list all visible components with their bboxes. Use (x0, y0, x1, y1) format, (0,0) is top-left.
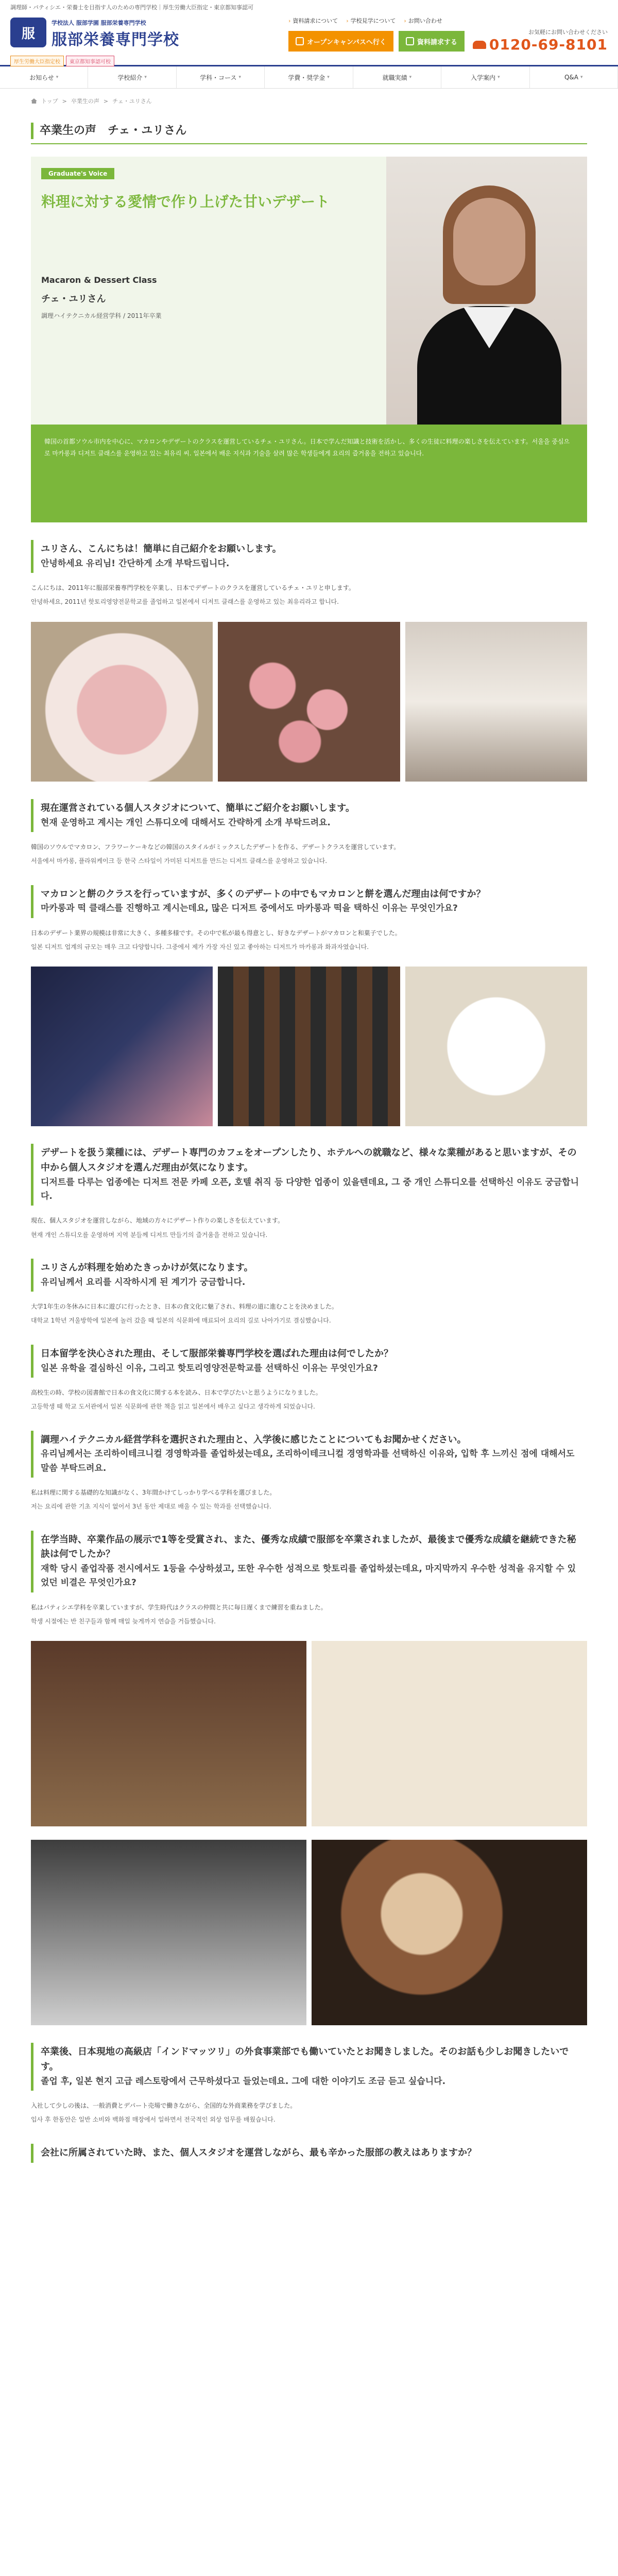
answer-ko: 일본 디저트 업계의 규모는 매우 크고 다양합니다. 그중에서 제가 가장 자신 있고 좋아하는 디저트가 마카롱과 화과자였습니다. (31, 943, 369, 951)
phone-contact[interactable] (473, 28, 608, 53)
qa-question (31, 1144, 587, 1206)
nav-item-courses[interactable]: 学科・コース ▾ (177, 66, 265, 88)
qa-question (31, 540, 587, 573)
photo-row-4 (31, 1840, 587, 2025)
dessert-plate-photo (405, 967, 587, 1126)
title-divider (31, 143, 587, 144)
answer-ko: 고등학생 때 학교 도서관에서 일본 식문화에 관한 책을 읽고 일본에서 배우고 싶다고 생각하게 되었습니다. (31, 1403, 315, 1411)
answer-ja: 私は料理に関する基礎的な知識がなく、3年間かけてしっかり学べる学科を選びました。 (31, 1488, 276, 1496)
question-ko: 유리님께서 요리를 시작하시게 된 계기가 궁금합니다. (41, 1277, 246, 1287)
qa-answer (31, 927, 587, 954)
qa-question (31, 1431, 587, 1478)
question-ko: 재학 당시 졸업작품 전시에서도 1등을 수상하셨고, 또한 우수한 성적으로 핫토리를 졸업하셨는데요, 마지막까지 우수한 성적을 유지할 수 있었던 비결은 무엇인가요? (41, 1564, 576, 1588)
question-ja: 卒業後、日本現地の高級店「インドマッツリ」の外食事業部でも働いていたとお聞きしました。そのお話も少しお聞きしたいです。 (41, 2046, 569, 2073)
question-ja: 調理ハイテクニカル経営学科を選択された理由と、入学後に感じたことについてもお聞かせください。 (41, 1434, 467, 1445)
phone-label: お気軽にお問い合わせください (528, 29, 608, 36)
breadcrumb-separator: > (103, 97, 109, 105)
nav-item-tuition[interactable]: 学費・奨学金 ▾ (265, 66, 353, 88)
phone-icon (473, 41, 486, 49)
main-content (31, 123, 587, 2163)
badge-ministry: 厚生労働大臣指定校 (10, 56, 64, 66)
graduation-info: 調理ハイテクニカル経営学科 / 2011年卒業 (41, 312, 162, 319)
hero-text-panel (31, 157, 386, 425)
question-ko: 졸업 후, 일본 현지 고급 레스토랑에서 근무하셨다고 들었는데요. 그에 대한 이야기도 조금 듣고 싶습니다. (41, 2076, 446, 2087)
question-ja: 現在運営されている個人スタジオについて、簡単にご紹介をお願いします。 (41, 802, 355, 814)
site-logo[interactable] (10, 13, 180, 54)
header-link-request[interactable]: › 資料請求について (288, 16, 338, 25)
answer-ko: 안녕하세요, 2011년 핫토리영양전문학교를 졸업하고 일본에서 디저트 클래스를 운영하고 있는 최유리라고 합니다. (31, 598, 339, 606)
qa-question (31, 1259, 587, 1292)
qa-section-4 (31, 1144, 587, 1241)
breadcrumb-separator: > (62, 97, 67, 105)
qa-answer (31, 1215, 587, 1241)
qa-question (31, 799, 587, 832)
question-ja: 日本留学を決心された理由、そして服部栄養専門学校を選ばれた理由は何でしたか？ (41, 1348, 393, 1359)
answer-ko: 저는 요리에 관한 기초 지식이 없어서 3년 동안 제대로 배울 수 있는 학과를 선택했습니다. (31, 1503, 271, 1511)
question-ko: 디저트를 다루는 업종에는 디저트 전문 카페 오픈, 호텔 취직 등 다양한 업종이 있을텐데요, 그 중 개인 스튜디오를 선택하신 이유도 궁금합니다. (41, 1177, 579, 1202)
breadcrumb-voices[interactable]: 卒業生の声 (71, 98, 99, 105)
answer-ja: 入社して少しの後は、一般消費とデパート売場で働きながら、全国的な外商業務を学びました。 (31, 2102, 297, 2110)
qa-question (31, 2144, 587, 2163)
answer-ja: 日本のデザート業界の規模は非常に大きく、多種多様です。その中で私が最も得意とし、好きなデザートがマカロンと和菓子でした。 (31, 929, 401, 937)
breadcrumb-home[interactable]: トップ (41, 98, 58, 105)
qa-section-8 (31, 1531, 587, 1628)
qa-question (31, 885, 587, 918)
answer-ja: こんにちは、2011年に服部栄養専門学校を卒業し、日本でデザートのクラスを運営しているチェ・ユリと申します。 (31, 584, 355, 591)
question-ko: 현재 운영하고 계시는 개인 스튜디오에 대해서도 간략하게 소개 부탁드려요. (41, 817, 331, 828)
home-icon[interactable] (31, 98, 37, 104)
qa-question (31, 1531, 587, 1592)
qa-answer (31, 841, 587, 868)
hero-catchphrase: 料理に対する愛情で作り上げた甘いデザート (41, 193, 330, 210)
newspaper-clipping-photo (312, 1641, 587, 1826)
hero-class-name: Macaron & Dessert Class (41, 275, 157, 285)
intro-summary: 韓国の首都ソウル市内を中心に、マカロンやデザートのクラスを運営しているチェ・ユリさん。日本で学んだ知識と技術を活かし、多くの生徒に料理の楽しさを伝えています。서울을 중심으로 마카롱과 디저트 클래스를 운영하고 있는 최유리 씨. 일본에서 배운 지식과 기술을 살려 많은 학생들에게 요리의 즐거움을 전하고 있습니다. (31, 425, 587, 522)
nav-item-qa[interactable]: Q&A ▾ (530, 66, 618, 88)
answer-ja: 高校生の時、学校の図書館で日本の食文化に関する本を読み、日本で学びたいと思うようになりました。 (31, 1388, 322, 1396)
qa-section-5 (31, 1259, 587, 1327)
qa-answer (31, 1387, 587, 1413)
nav-item-news[interactable]: お知らせ ▾ (0, 66, 88, 88)
answer-ja: 韓国のソウルでマカロン、フラワーケーキなどの韓国のスタイルがミックスしたデザートを作る、デザートクラスを運営しています。 (31, 843, 400, 851)
wagashi-photo (218, 967, 400, 1126)
qa-section-3 (31, 885, 587, 954)
document-icon (406, 37, 414, 45)
breadcrumb (0, 89, 618, 113)
header-links (288, 16, 442, 25)
badge-tokyo: 東京都知事認可校 (66, 56, 114, 66)
graduate-portrait-photo (386, 157, 587, 425)
phone-number: 0120-69-8101 (489, 36, 608, 53)
topbar (0, 0, 618, 13)
qa-section-9 (31, 2043, 587, 2126)
question-ko: 마카롱과 떡 클래스를 진행하고 계시는데요, 많은 디저트 중에서도 마카롱과 떡을 택하신 이유는 무엇인가요? (41, 903, 458, 914)
global-nav (0, 65, 618, 89)
nav-item-admission[interactable]: 入学案内 ▾ (441, 66, 529, 88)
photo-row-2 (31, 967, 587, 1126)
qa-answer (31, 582, 587, 608)
qa-section-1 (31, 540, 587, 608)
qa-answer (31, 1301, 587, 1327)
nav-item-about[interactable]: 学校紹介 ▾ (88, 66, 176, 88)
qa-question (31, 2043, 587, 2091)
question-ja: ユリさんが料理を始めたきっかけが気になります。 (41, 1262, 253, 1274)
graduate-name: チェ・ユリさん (41, 294, 106, 304)
answer-ko: 학생 시절에는 반 친구들과 함께 매일 늦게까지 연습을 거듭했습니다. (31, 1617, 216, 1625)
answer-ja: 私はパティシエ学科を卒業していますが、学生時代はクラスの仲間と共に毎日遅くまで練習を重ねました。 (31, 1603, 327, 1611)
answer-ko: 현재 개인 스튜디오를 운영하며 지역 분들께 디저트 만들기의 즐거움을 전하고 있습니다. (31, 1231, 268, 1239)
graduate-voice-tag: Graduate's Voice (41, 168, 114, 179)
answer-ja: 現在、個人スタジオを運営しながら、地域の方々にデザート作りの楽しさを伝えています。 (31, 1217, 284, 1225)
question-ja: デザートを扱う業種には、デザート専門のカフェをオープンしたり、ホテルへの就職など、様々な業種があると思いますが、その中から個人スタジオを選んだ理由が気になります。 (41, 1147, 577, 1174)
cta-row (288, 31, 465, 52)
question-ja: マカロンと餅のクラスを行っていますが、多くのデザートの中でもマカロンと餅を選んだ理由は何ですか？ (41, 888, 486, 900)
answer-ja: 大学1年生の冬休みに日本に遊びに行ったとき、日本の食文化に魅了され、料理の道に進むことを決めました。 (31, 1303, 338, 1311)
phone-number-row (473, 36, 608, 53)
question-ko: 안녕하세요 유리님! 간단하게 소개 부탁드립니다. (41, 558, 230, 569)
qa-answer (31, 1487, 587, 1513)
qa-section-7 (31, 1431, 587, 1513)
header-link-visit[interactable]: › 学校見学について (346, 16, 396, 25)
question-ja: ユリさん、こんにちは！簡単に自己紹介をお願いします。 (41, 544, 282, 554)
qa-answer (31, 2100, 587, 2126)
nav-item-careers[interactable]: 就職実績 ▾ (353, 66, 441, 88)
logo-mark: 服 (10, 18, 46, 47)
qa-answer (31, 1602, 587, 1628)
open-campus-label: オープンキャンパスへ行く (307, 38, 386, 46)
site-header (0, 13, 618, 65)
flower-cake-photo (31, 622, 213, 782)
award-ceremony-photo (31, 1641, 306, 1826)
qa-section-6 (31, 1345, 587, 1413)
calendar-icon (296, 37, 304, 45)
dessert-class-photo (405, 622, 587, 782)
question-ja: 在学当時、卒業作品の展示で1等を受賞され、また、優秀な成績で服部を卒業されましたが、最後まで優秀な成績を継続できた秘訣は何でしたか？ (41, 1534, 576, 1560)
qa-section-2 (31, 799, 587, 868)
question-ko: 유리님께서는 조리하이테크니컬 경영학과를 졸업하셨는데요, 조리하이테크니컬 경영학과를 선택하신 이유와, 입학 후 느끼신 점에 대해서도 말씀 부탁드려요. (41, 1449, 575, 1473)
logo-subtitle: 学校法人 服部学園 服部栄養専門学校 (52, 20, 146, 26)
kimono-photo (31, 967, 213, 1126)
answer-ko: 대학교 1학년 겨울방학에 일본에 놀러 갔을 때 일본의 식문화에 매료되어 요리의 길로 나아가기로 결심했습니다. (31, 1317, 331, 1325)
photo-row-1 (31, 622, 587, 782)
exhibition-dish-photo (312, 1840, 587, 2025)
header-link-contact[interactable]: › お問い合わせ (404, 16, 442, 25)
answer-ko: 입사 후 한동안은 일반 소비와 백화점 매장에서 일하면서 전국적인 외상 업무를 배웠습니다. (31, 2116, 276, 2124)
graduate-hero (31, 157, 587, 425)
page-title: 卒業生の声 チェ・ユリさん (31, 123, 587, 139)
qa-question (31, 1345, 587, 1378)
document-request-label: 資料請求する (417, 38, 457, 46)
logo-text: 服部栄養専門学校 (52, 31, 179, 49)
breadcrumb-current: チェ・ユリさん (112, 98, 152, 105)
answer-ko: 서울에서 마카롱, 플라워케이크 등 한국 스타일이 가미된 디저트를 만드는 디저트 클래스를 운영하고 있습니다. (31, 857, 328, 865)
open-campus-button[interactable] (288, 31, 393, 52)
qa-section-10 (31, 2144, 587, 2163)
photo-row-3 (31, 1641, 587, 1826)
portrait-face (453, 198, 525, 285)
question-ja: 会社に所属されていた時、また、個人スタジオを運営しながら、最も辛かった服部の教えはありますか？ (41, 2147, 476, 2158)
question-ko: 일본 유학을 결심하신 이유, 그리고 핫토리영양전문학교를 선택하신 이유는 무엇인가요? (41, 1363, 378, 1374)
document-request-button[interactable] (399, 31, 465, 52)
macaron-photo (218, 622, 400, 782)
graduation-photo (31, 1840, 306, 2025)
topbar-text: 調理師・パティシエ・栄養士を目指す人のための専門学校｜厚生労働大臣指定・東京都知事認可 (10, 4, 254, 11)
accreditation-badges (10, 56, 114, 66)
